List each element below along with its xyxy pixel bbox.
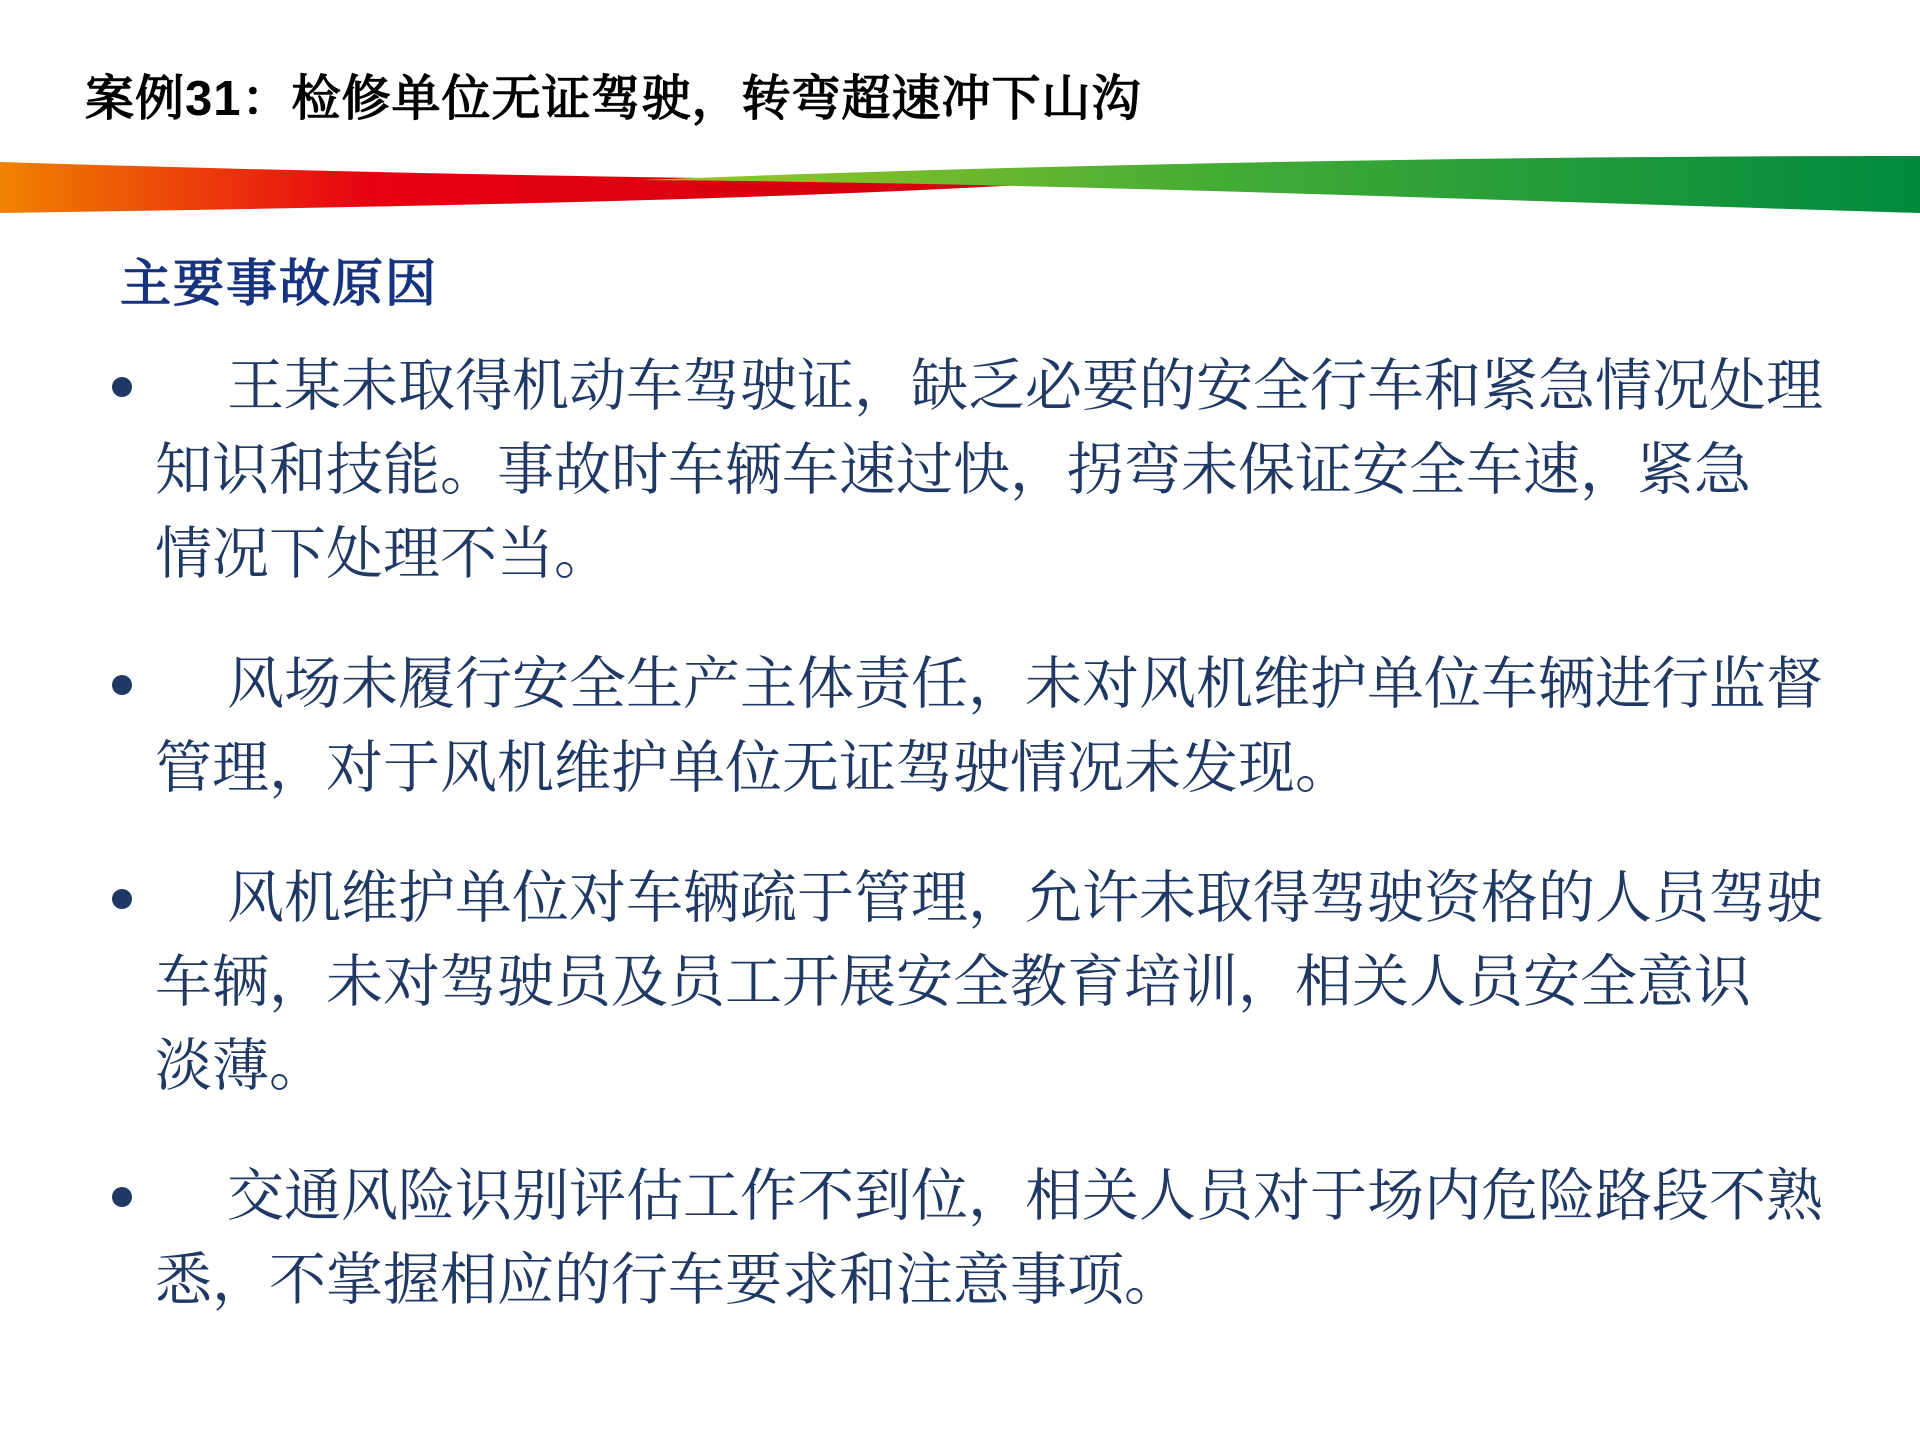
bullet-text-line: 车辆，未对驾驶员及员工开展安全教育培训，相关人员安全意识 [155, 951, 1751, 1014]
bullet-item-1 [155, 345, 1850, 597]
bullet-item-2 [155, 643, 1850, 811]
bullet-dot-icon [112, 1187, 132, 1207]
bullet-item-3 [155, 857, 1850, 1109]
bullet-text-line: 风场未履行安全生产主体责任，未对风机维护单位车辆进行监督 [227, 653, 1823, 716]
bullet-dot-icon [112, 889, 132, 909]
bullet-list [155, 345, 1850, 1323]
bullet-text-line: 知识和技能。事故时车辆车速过快，拐弯未保证安全车速，紧急 [155, 439, 1751, 502]
bullet-dot-icon [112, 377, 132, 397]
bullet-text-line: 风机维护单位对车辆疏于管理，允许未取得驾驶资格的人员驾驶 [227, 867, 1823, 930]
bullet-text-line: 淡薄。 [155, 1035, 326, 1098]
bullet-item-4 [155, 1155, 1850, 1323]
bullet-text-line: 情况下处理不当。 [155, 523, 611, 586]
ribbon-swoosh-graphic [0, 140, 1920, 250]
bullet-text-line: 王某未取得机动车驾驶证，缺乏必要的安全行车和紧急情况处理 [227, 355, 1823, 418]
section-heading: 主要事故原因 [120, 255, 439, 312]
ribbon-red-wave [0, 162, 1073, 213]
bullet-dot-icon [112, 675, 132, 695]
bullet-text-line: 交通风险识别评估工作不到位，相关人员对于场内危险路段不熟 [227, 1165, 1823, 1228]
bullet-text-line: 管理，对于风机维护单位无证驾驶情况未发现。 [155, 737, 1352, 800]
bullet-text-line: 悉，不掌握相应的行车要求和注意事项。 [155, 1249, 1181, 1312]
slide-title: 案例31：检修单位无证驾驶，转弯超速冲下山沟 [85, 72, 1142, 126]
